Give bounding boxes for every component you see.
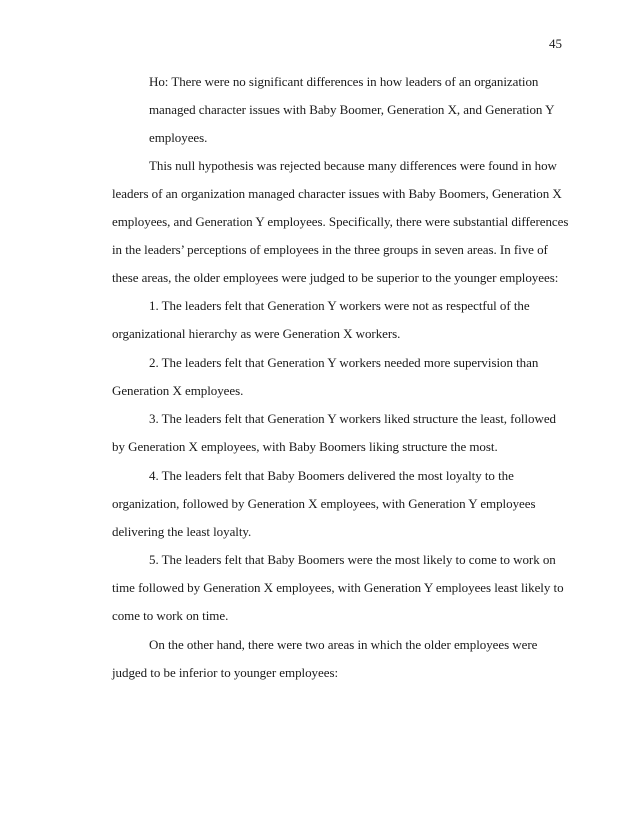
list-item-line: 3. The leaders felt that Generation Y workers liked structure the least, followed: [149, 411, 556, 426]
paragraph-line: judged to be inferior to younger employees:: [112, 665, 339, 680]
hypothesis-line: Ho: There were no significant differences in how leaders of an organization: [149, 74, 539, 89]
hypothesis-line: employees.: [149, 130, 208, 145]
list-item-line: 2. The leaders felt that Generation Y workers needed more supervision than: [149, 355, 539, 370]
list-item-line: by Generation X employees, with Baby Boomers liking structure the most.: [112, 439, 498, 454]
paragraph-line: these areas, the older employees were judged to be superior to the younger employees:: [112, 270, 559, 285]
paragraph-line: leaders of an organization managed character issues with Baby Boomers, Generation X: [112, 186, 562, 201]
list-item-line: come to work on time.: [112, 608, 229, 623]
list-item-line: 1. The leaders felt that Generation Y workers were not as respectful of the: [149, 298, 530, 313]
list-item-line: organizational hierarchy as were Generation X workers.: [112, 326, 401, 341]
list-item-line: Generation X employees.: [112, 383, 244, 398]
list-item-line: delivering the least loyalty.: [112, 524, 252, 539]
list-item-line: time followed by Generation X employees, with Generation Y employees least likely to: [112, 580, 564, 595]
paragraph-line: employees, and Generation Y employees. Specifically, there were substantial differences: [112, 214, 569, 229]
list-item-line: organization, followed by Generation X employees, with Generation Y employees: [112, 496, 536, 511]
paragraph-line: On the other hand, there were two areas in which the older employees were: [149, 637, 538, 652]
page-number: 45: [549, 36, 562, 51]
hypothesis-line: managed character issues with Baby Boomer, Generation X, and Generation Y: [149, 102, 555, 117]
list-item-line: 4. The leaders felt that Baby Boomers delivered the most loyalty to the: [149, 468, 514, 483]
paragraph-line: This null hypothesis was rejected because many differences were found in how: [149, 158, 557, 173]
list-item-line: 5. The leaders felt that Baby Boomers were the most likely to come to work on: [149, 552, 556, 567]
paragraph-line: in the leaders’ perceptions of employees in the three groups in seven areas. In five of: [112, 242, 548, 257]
